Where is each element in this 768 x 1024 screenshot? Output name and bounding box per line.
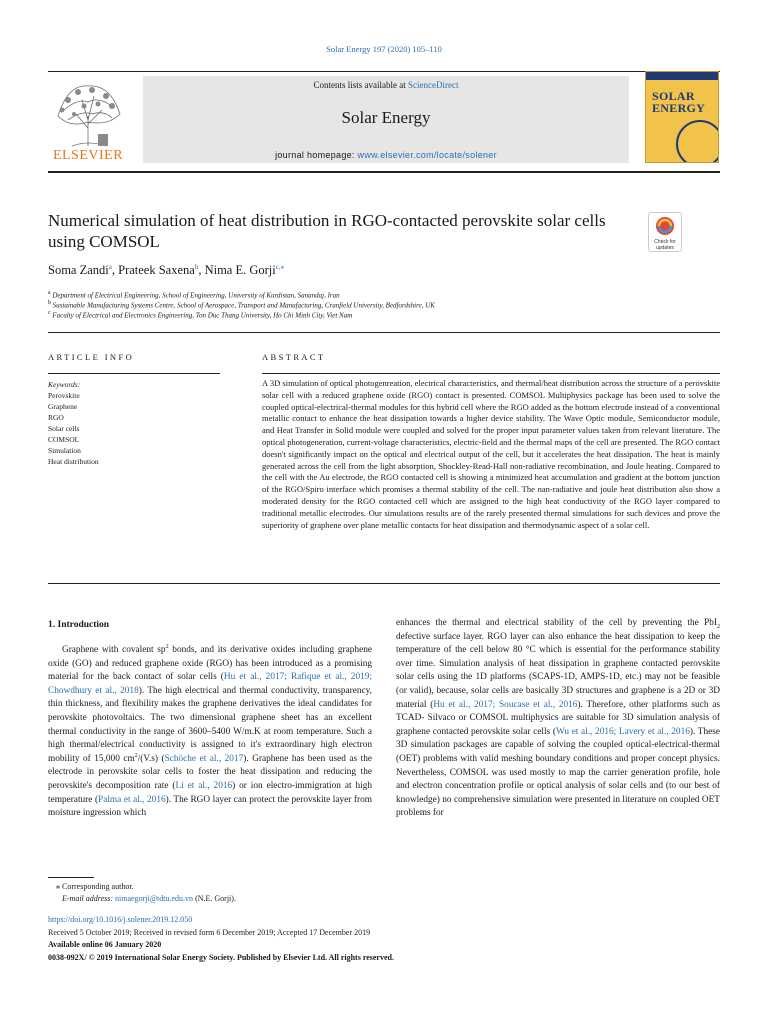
cover-band xyxy=(646,72,719,80)
intro-paragraph: Graphene with covalent $sp^2$ bonds, and its derivative oxides including graphene oxide (GO) and reduced graphene oxide (RGO) has been introduced as a promising material for the back contact of solar cells (Hu et al., 2017; Rafique et al., 2019; Chowdhury et al., 2018). The high electrical and thermal conductivity, transparency, thin thickness, and flexibility makes the graphene derivatives the ideal candidates for perovskite photovoltaics. The two dimensional graphene sheet has an excellent thermal conductivity in the range of 3600–5400 W/m.K at room temperature. Such a high thermal/electrical conductivity is assigned to it's extraordinary high electron mobility of 15,000 $cm^2/(V.s)$ (Schöche et al., 2017). Graphene has been used as the electrode in perovskite solar cells to foster the heat dissipation and reducing the perovskite's decomposition rate (Li et al., 2016) or ion electro-immigration at high temperature (Palma et al., 2016). The RGO layer can protect the perovskite layer from moisture ingression which xyxy=(48,643,372,819)
affiliation-mark: a xyxy=(48,290,51,296)
keyword: Simulation xyxy=(48,446,81,455)
keyword: Graphene xyxy=(48,402,78,411)
affiliation-mark: c xyxy=(48,310,51,316)
intro-right-column xyxy=(396,617,720,821)
affiliation xyxy=(48,290,340,299)
author-list xyxy=(48,263,284,278)
keyword: Solar cells xyxy=(48,424,80,433)
cover-title-line2: ENERGY xyxy=(652,101,706,115)
keyword: Heat distribution xyxy=(48,457,99,466)
author-separator: , xyxy=(198,263,205,278)
sciencedirect-link[interactable]: ScienceDirect xyxy=(408,80,459,90)
doi-link[interactable]: https://doi.org/10.1016/j.solener.2019.12.050 xyxy=(48,915,193,924)
corresponding-author-note: ⁎ Corresponding author. xyxy=(56,882,134,891)
keywords-list xyxy=(48,390,99,467)
intro-paragraph: enhances the thermal and electrical stability of the cell by preventing the PbI$_2$ defective surface layer. RGO layer can also enhance the heat dissipation to keep the temperature of the cell below 80 °C which is essential for the performance stability over time. Simulation analysis of heat dissipation in graphene contacted perovskite solar cells using the 1D platforms (SCAPS-1D, AMPS-1D, etc.) may not be feasible (or valid), because, solar cells are basically 3D structures and graphene is a 2D or 3D material (Hu et al., 2017; Soucase et al., 2016). Therefore, other platforms such as TCAD- Silvaco or COMSOL multiphysics are suitable for 3D simulation analysis of graphene contacted perovskite solar cells (Wu et al., 2016; Lavery et al., 2016). These 3D simulation packages are capable of solving the coupled optical-electrical-thermal (OET) problems with valid meshing boundary conditions and proper concept physics. Nevertheless, COMSOL was used mostly to map the carrier generation profile, hole and electron concentration profile or optical analysis of solar cells and (to our best of knowledge) no comprehensive simulation were presented in literature on coupled OET problems for xyxy=(396,618,720,819)
author-name[interactable]: Nima E. Gorji xyxy=(204,263,276,278)
affiliation-text: Sustainable Manufacturing Systems Centre, School of Aerospace, Transport and Manufacturing, Cranfield University, Bedfordshire, UK xyxy=(52,301,435,310)
article-info-heading: ARTICLE INFO xyxy=(48,352,135,362)
affiliation-text: Department of Electrical Engineering, School of Engineering, University of Kurdistan, Sanandaj, Iran xyxy=(52,291,340,300)
author-affil-mark[interactable]: a xyxy=(108,263,112,271)
cover-globe-icon xyxy=(676,120,719,163)
abstract-rule xyxy=(262,373,720,374)
abstract-heading: ABSTRACT xyxy=(262,352,326,362)
intro-left-column xyxy=(48,644,372,821)
affiliation xyxy=(48,310,352,319)
svg-text:updates: updates xyxy=(656,245,674,251)
author-separator: , xyxy=(111,263,119,278)
copyright-line: 0038-092X/ © 2019 International Solar Energy Society. Published by Elsevier Ltd. All rights reserved. xyxy=(48,953,394,962)
journal-homepage xyxy=(143,150,629,160)
header-top-rule xyxy=(48,71,720,72)
received-dates: Received 5 October 2019; Received in revised form 6 December 2019; Accepted 17 December 2019 xyxy=(48,928,371,937)
cover-title xyxy=(652,90,705,114)
citation-link[interactable]: Hu et al., 2017; Soucase et al., 2016 xyxy=(433,699,578,710)
author-affil-mark[interactable]: c,⁎ xyxy=(275,263,285,271)
citation-link[interactable]: Schöche et al., 2017 xyxy=(164,753,244,764)
cover-title-line1: SOLAR xyxy=(652,89,695,103)
citation-link[interactable]: Wu et al., 2016; Lavery et al., 2016 xyxy=(555,726,690,737)
abstract-text: A 3D simulation of optical photogenreation, electrical characteristics, and thermal/heat distribution across the structure of a perovskite solar cell with a reduced graphene oxide (RGO) contact is presented. COMSOL Multiphysics package has been used to solve the coupled optical-electrical-thermal modules for this hybrid cell where the RGO added as the bottom electrode instead of a conventional metallic contact to enhance the heat dissipation towards a higher device stability. The Wave Optic module, Semiconductor module, and Heat Transfer in Solid module were coupled and solved for the proper input parameter values taken from relevant literature. The optical photogeneration, current-voltage characteristics, electric-field and the thermal maps of the cell are presented. The RGO contact doesn't significantly impact on the optical and electrical output of the cell, but it accelerates the heat dissipation. The heat is mainly generated across the cell from the light absorption, Shockley-Read-Hall non-radiative recombination, and Joule heating. Compared to the cell with the Au electrode, the RGO contacted cell is showing a minimized heat accumulation and gradient at the bottom junction of the RGO/Spiro interface which promises a thermal stability of the cell. The nan-radiative and joule heat distribution also show a moderated density for the RGO contacted cell which are assigned to the high heat conductivity of the RGO layer compared to traditional metallic electrodes. Our simulations results are of the rarely presented thermal simulations for such devices and prove the superiority of graphene over plane metallic contacts for heat dissipation and thermodynamic aspect of a solar cell. xyxy=(262,378,720,530)
keyword: COMSOL xyxy=(48,435,80,444)
contents-line xyxy=(143,80,629,90)
contents-prefix: Contents lists available at xyxy=(313,80,408,90)
header-bottom-rule xyxy=(48,171,720,173)
citation-link[interactable]: Hu et al., 2017; Rafique et al., 2019; Chowdhury et al., 2018 xyxy=(48,672,372,696)
citation-link[interactable]: Li et al., 2016 xyxy=(175,780,233,791)
journal-name: Solar Energy xyxy=(341,108,431,127)
author-name[interactable]: Soma Zandi xyxy=(48,263,109,278)
citation-link[interactable]: Palma et al., 2016 xyxy=(98,794,166,805)
journal-header-box xyxy=(143,76,629,163)
homepage-link[interactable]: www.elsevier.com/locate/solener xyxy=(357,150,497,160)
journal-cover[interactable] xyxy=(645,71,719,163)
affiliation-mark: b xyxy=(48,300,51,306)
email-note xyxy=(62,894,236,903)
author-name[interactable]: Prateek Saxena xyxy=(118,263,195,278)
available-online: Available online 06 January 2020 xyxy=(48,940,162,949)
check-for-updates-icon[interactable] xyxy=(648,212,682,252)
homepage-label: journal homepage: xyxy=(275,150,358,160)
keyword: Perovskite xyxy=(48,391,80,400)
footnote-rule xyxy=(48,877,94,878)
keyword: RGO xyxy=(48,413,64,422)
section-rule xyxy=(48,332,720,333)
article-title: Numerical simulation of heat distribution in RGO-contacted perovskite solar cells using COMSOL xyxy=(48,211,606,251)
affiliation-text: Faculty of Electrical and Electronics Engineering, Ton Duc Thang University, Ho Chi Minh City, Viet Nam xyxy=(52,311,353,320)
elsevier-wordmark: ELSEVIER xyxy=(52,148,124,163)
journal-reference[interactable]: Solar Energy 197 (2020) 105–110 xyxy=(326,44,442,54)
email-label: E-mail address: xyxy=(62,894,116,903)
email-link[interactable]: nimaegorji@tdtu.edu.vn xyxy=(115,894,194,903)
email-suffix: (N.E. Gorji). xyxy=(193,894,236,903)
section-rule xyxy=(48,583,720,584)
article-info-rule xyxy=(48,373,220,374)
affiliation xyxy=(48,300,435,309)
author-affil-mark[interactable]: b xyxy=(194,263,199,271)
svg-text:Check for: Check for xyxy=(654,239,676,245)
keywords-label: Keywords: xyxy=(48,380,81,389)
introduction-heading: 1. Introduction xyxy=(48,620,110,630)
